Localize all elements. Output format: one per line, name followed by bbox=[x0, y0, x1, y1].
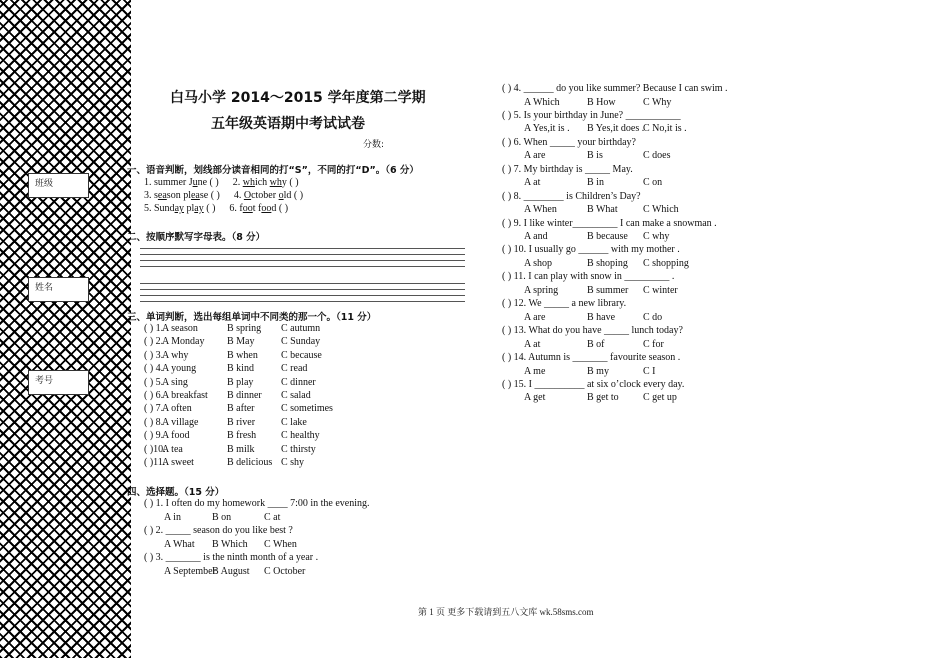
question-number: ( ) 8. bbox=[144, 416, 164, 428]
page-footer: 第 1 页 更多下载请到五八文库 wk.58sms.com bbox=[418, 607, 594, 617]
option-c: C shopping bbox=[643, 257, 689, 269]
phonics-row-1: 1. summer June ( ) 2. which why ( ) bbox=[144, 177, 299, 188]
writing-line bbox=[140, 266, 465, 267]
option-b: B fresh bbox=[227, 430, 257, 442]
option-a: A sweet bbox=[162, 457, 194, 468]
option-b: B Yes,it does . bbox=[587, 123, 645, 135]
question-number: ( )11. bbox=[144, 457, 166, 468]
question-number: ( ) 3. bbox=[144, 349, 164, 361]
option-b: B spring bbox=[227, 323, 262, 334]
option-a: A often bbox=[162, 403, 192, 415]
option-c: C Sunday bbox=[281, 336, 321, 348]
writing-line bbox=[140, 254, 465, 255]
mc-question: ( ) 3. _______ is the ninth month of a year . bbox=[144, 552, 319, 563]
class-label: 班级 bbox=[35, 179, 54, 189]
question-number: ( ) 4. bbox=[144, 363, 164, 375]
option-c: C because bbox=[281, 349, 322, 361]
writing-line bbox=[140, 295, 465, 296]
option-a: A September bbox=[164, 565, 216, 577]
writing-line bbox=[140, 301, 465, 302]
option-b: B in bbox=[587, 177, 604, 189]
option-a: A Which bbox=[524, 96, 560, 108]
mc-question: ( ) 14. Autumn is _______ favourite season . bbox=[502, 352, 681, 363]
writing-line bbox=[140, 260, 465, 261]
option-c: C I bbox=[643, 365, 656, 377]
name-field[interactable] bbox=[28, 277, 89, 302]
patterned-sidebar bbox=[0, 0, 131, 658]
option-a: A why bbox=[162, 349, 189, 361]
score-label: 分数: bbox=[363, 140, 385, 150]
number-field[interactable] bbox=[28, 370, 89, 395]
question-number: ( ) 9. bbox=[144, 430, 164, 442]
option-c: C lake bbox=[281, 416, 307, 428]
option-c: C October bbox=[264, 565, 306, 577]
option-c: C get up bbox=[643, 392, 677, 404]
option-a: A food bbox=[162, 430, 190, 442]
exam-title-line2: 五年级英语期中考试试卷 bbox=[211, 116, 365, 132]
question-number: ( ) 1. bbox=[144, 323, 164, 334]
section3-heading: 三、单词判断，选出每组单词中不同类的那一个。（11 分） bbox=[127, 312, 377, 323]
option-a: A sing bbox=[162, 376, 188, 388]
exam-title-line1: 白马小学 2014～2015 学年度第二学期 bbox=[170, 90, 426, 106]
option-a: A get bbox=[524, 392, 546, 404]
option-c: C why bbox=[643, 231, 670, 242]
option-a: A and bbox=[524, 231, 548, 242]
option-c: C healthy bbox=[281, 430, 320, 442]
option-c: C do bbox=[643, 311, 663, 323]
option-a: A in bbox=[164, 511, 181, 523]
option-a: A me bbox=[524, 365, 546, 377]
mc-question: ( ) 7. My birthday is _____ May. bbox=[502, 163, 633, 175]
number-label: 考号 bbox=[35, 376, 54, 386]
option-b: B milk bbox=[227, 443, 255, 455]
phonics-row-3: 5. Sunday play ( ) 6. foot food ( ) bbox=[144, 203, 289, 214]
option-c: C When bbox=[264, 538, 297, 550]
phonics-row-2: 3. season please ( ) 4. October old ( ) bbox=[144, 190, 304, 201]
option-b: B get to bbox=[587, 392, 619, 404]
option-a: A breakfast bbox=[162, 390, 208, 401]
question-number: ( ) 6. bbox=[144, 390, 164, 401]
option-b: B shoping bbox=[587, 257, 628, 269]
option-b: B Which bbox=[212, 538, 248, 550]
option-b: B August bbox=[212, 565, 250, 577]
question-number: ( ) 2. bbox=[144, 336, 164, 348]
option-a: A Monday bbox=[162, 336, 205, 348]
mc-question: ( ) 1. I often do my homework ____ 7:00 in the evening. bbox=[144, 498, 370, 509]
option-b: B because bbox=[587, 231, 628, 242]
option-c: C does bbox=[643, 150, 671, 162]
option-b: B on bbox=[212, 511, 232, 523]
option-c: C thirsty bbox=[281, 443, 316, 455]
option-b: B delicious bbox=[227, 457, 273, 468]
option-a: A village bbox=[162, 416, 199, 428]
option-a: A shop bbox=[524, 257, 553, 269]
option-a: A tea bbox=[162, 443, 183, 455]
mc-question: ( ) 8. ________ is Children’s Day? bbox=[502, 190, 641, 202]
option-c: C No,it is . bbox=[643, 123, 687, 135]
question-number: ( ) 5. bbox=[144, 376, 164, 388]
option-b: B play bbox=[227, 376, 254, 388]
option-b: B my bbox=[587, 365, 609, 377]
option-b: B of bbox=[587, 338, 605, 350]
option-b: B May bbox=[227, 336, 255, 348]
mc-question: ( ) 11. I can play with snow in _________ . bbox=[502, 271, 675, 283]
writing-line bbox=[140, 283, 465, 284]
section1-heading: 一、语音判断，划线部分读音相同的打“S”，不同的打“D”。（6 分） bbox=[127, 165, 419, 176]
option-a: A are bbox=[524, 311, 546, 323]
option-c: C autumn bbox=[281, 323, 321, 334]
option-b: B How bbox=[587, 96, 616, 108]
option-a: A spring bbox=[524, 284, 559, 296]
option-b: B dinner bbox=[227, 390, 262, 401]
question-number: ( ) 7. bbox=[144, 403, 164, 415]
mc-question: ( ) 2. _____ season do you like best ? bbox=[144, 525, 293, 536]
writing-line bbox=[140, 289, 465, 290]
option-c: C sometimes bbox=[281, 403, 333, 415]
mc-question: ( ) 5. Is your birthday in June? ___________ bbox=[502, 109, 681, 121]
option-a: A When bbox=[524, 204, 557, 216]
option-a: A season bbox=[162, 323, 198, 334]
option-a: A at bbox=[524, 177, 541, 189]
option-a: A at bbox=[524, 338, 541, 350]
option-c: C salad bbox=[281, 390, 311, 401]
section2-heading: 二、按顺序默写字母表。（8 分） bbox=[127, 232, 266, 243]
option-b: B What bbox=[587, 204, 618, 216]
option-a: A young bbox=[162, 363, 197, 375]
option-c: C Why bbox=[643, 96, 672, 108]
class-field[interactable] bbox=[28, 173, 89, 198]
name-label: 姓名 bbox=[35, 283, 54, 293]
writing-line bbox=[140, 248, 465, 249]
option-c: C dinner bbox=[281, 376, 316, 388]
mc-question: ( ) 10. I usually go ______ with my mother . bbox=[502, 244, 680, 256]
option-c: C Which bbox=[643, 204, 679, 216]
option-c: C at bbox=[264, 511, 281, 523]
option-c: C on bbox=[643, 177, 663, 189]
option-b: B is bbox=[587, 150, 603, 162]
option-b: B river bbox=[227, 416, 256, 428]
mc-question: ( ) 13. What do you have _____ lunch today? bbox=[502, 325, 683, 337]
option-c: C winter bbox=[643, 284, 678, 296]
question-number: ( )10. bbox=[144, 443, 166, 455]
option-c: C read bbox=[281, 363, 308, 375]
option-c: C for bbox=[643, 338, 664, 350]
option-b: B summer bbox=[587, 284, 629, 296]
option-b: B kind bbox=[227, 363, 254, 375]
mc-question: ( ) 12. We _____ a new library. bbox=[502, 298, 627, 310]
mc-question: ( ) 15. I __________ at six o’clock every day. bbox=[502, 378, 685, 390]
option-c: C shy bbox=[281, 457, 305, 468]
mc-question: ( ) 9. I like winter_________ I can make a snowman . bbox=[502, 217, 717, 229]
mc-question: ( ) 6. When _____ your birthday? bbox=[502, 136, 636, 148]
option-b: B when bbox=[227, 349, 258, 361]
option-b: B have bbox=[587, 311, 616, 323]
option-b: B after bbox=[227, 403, 255, 415]
option-a: A are bbox=[524, 150, 546, 162]
option-a: A Yes,it is . bbox=[524, 123, 570, 135]
section4-heading: 四、选择题。（15 分） bbox=[127, 487, 225, 498]
option-a: A What bbox=[164, 538, 195, 550]
mc-question: ( ) 4. ______ do you like summer? Because I can swim . bbox=[502, 83, 728, 94]
